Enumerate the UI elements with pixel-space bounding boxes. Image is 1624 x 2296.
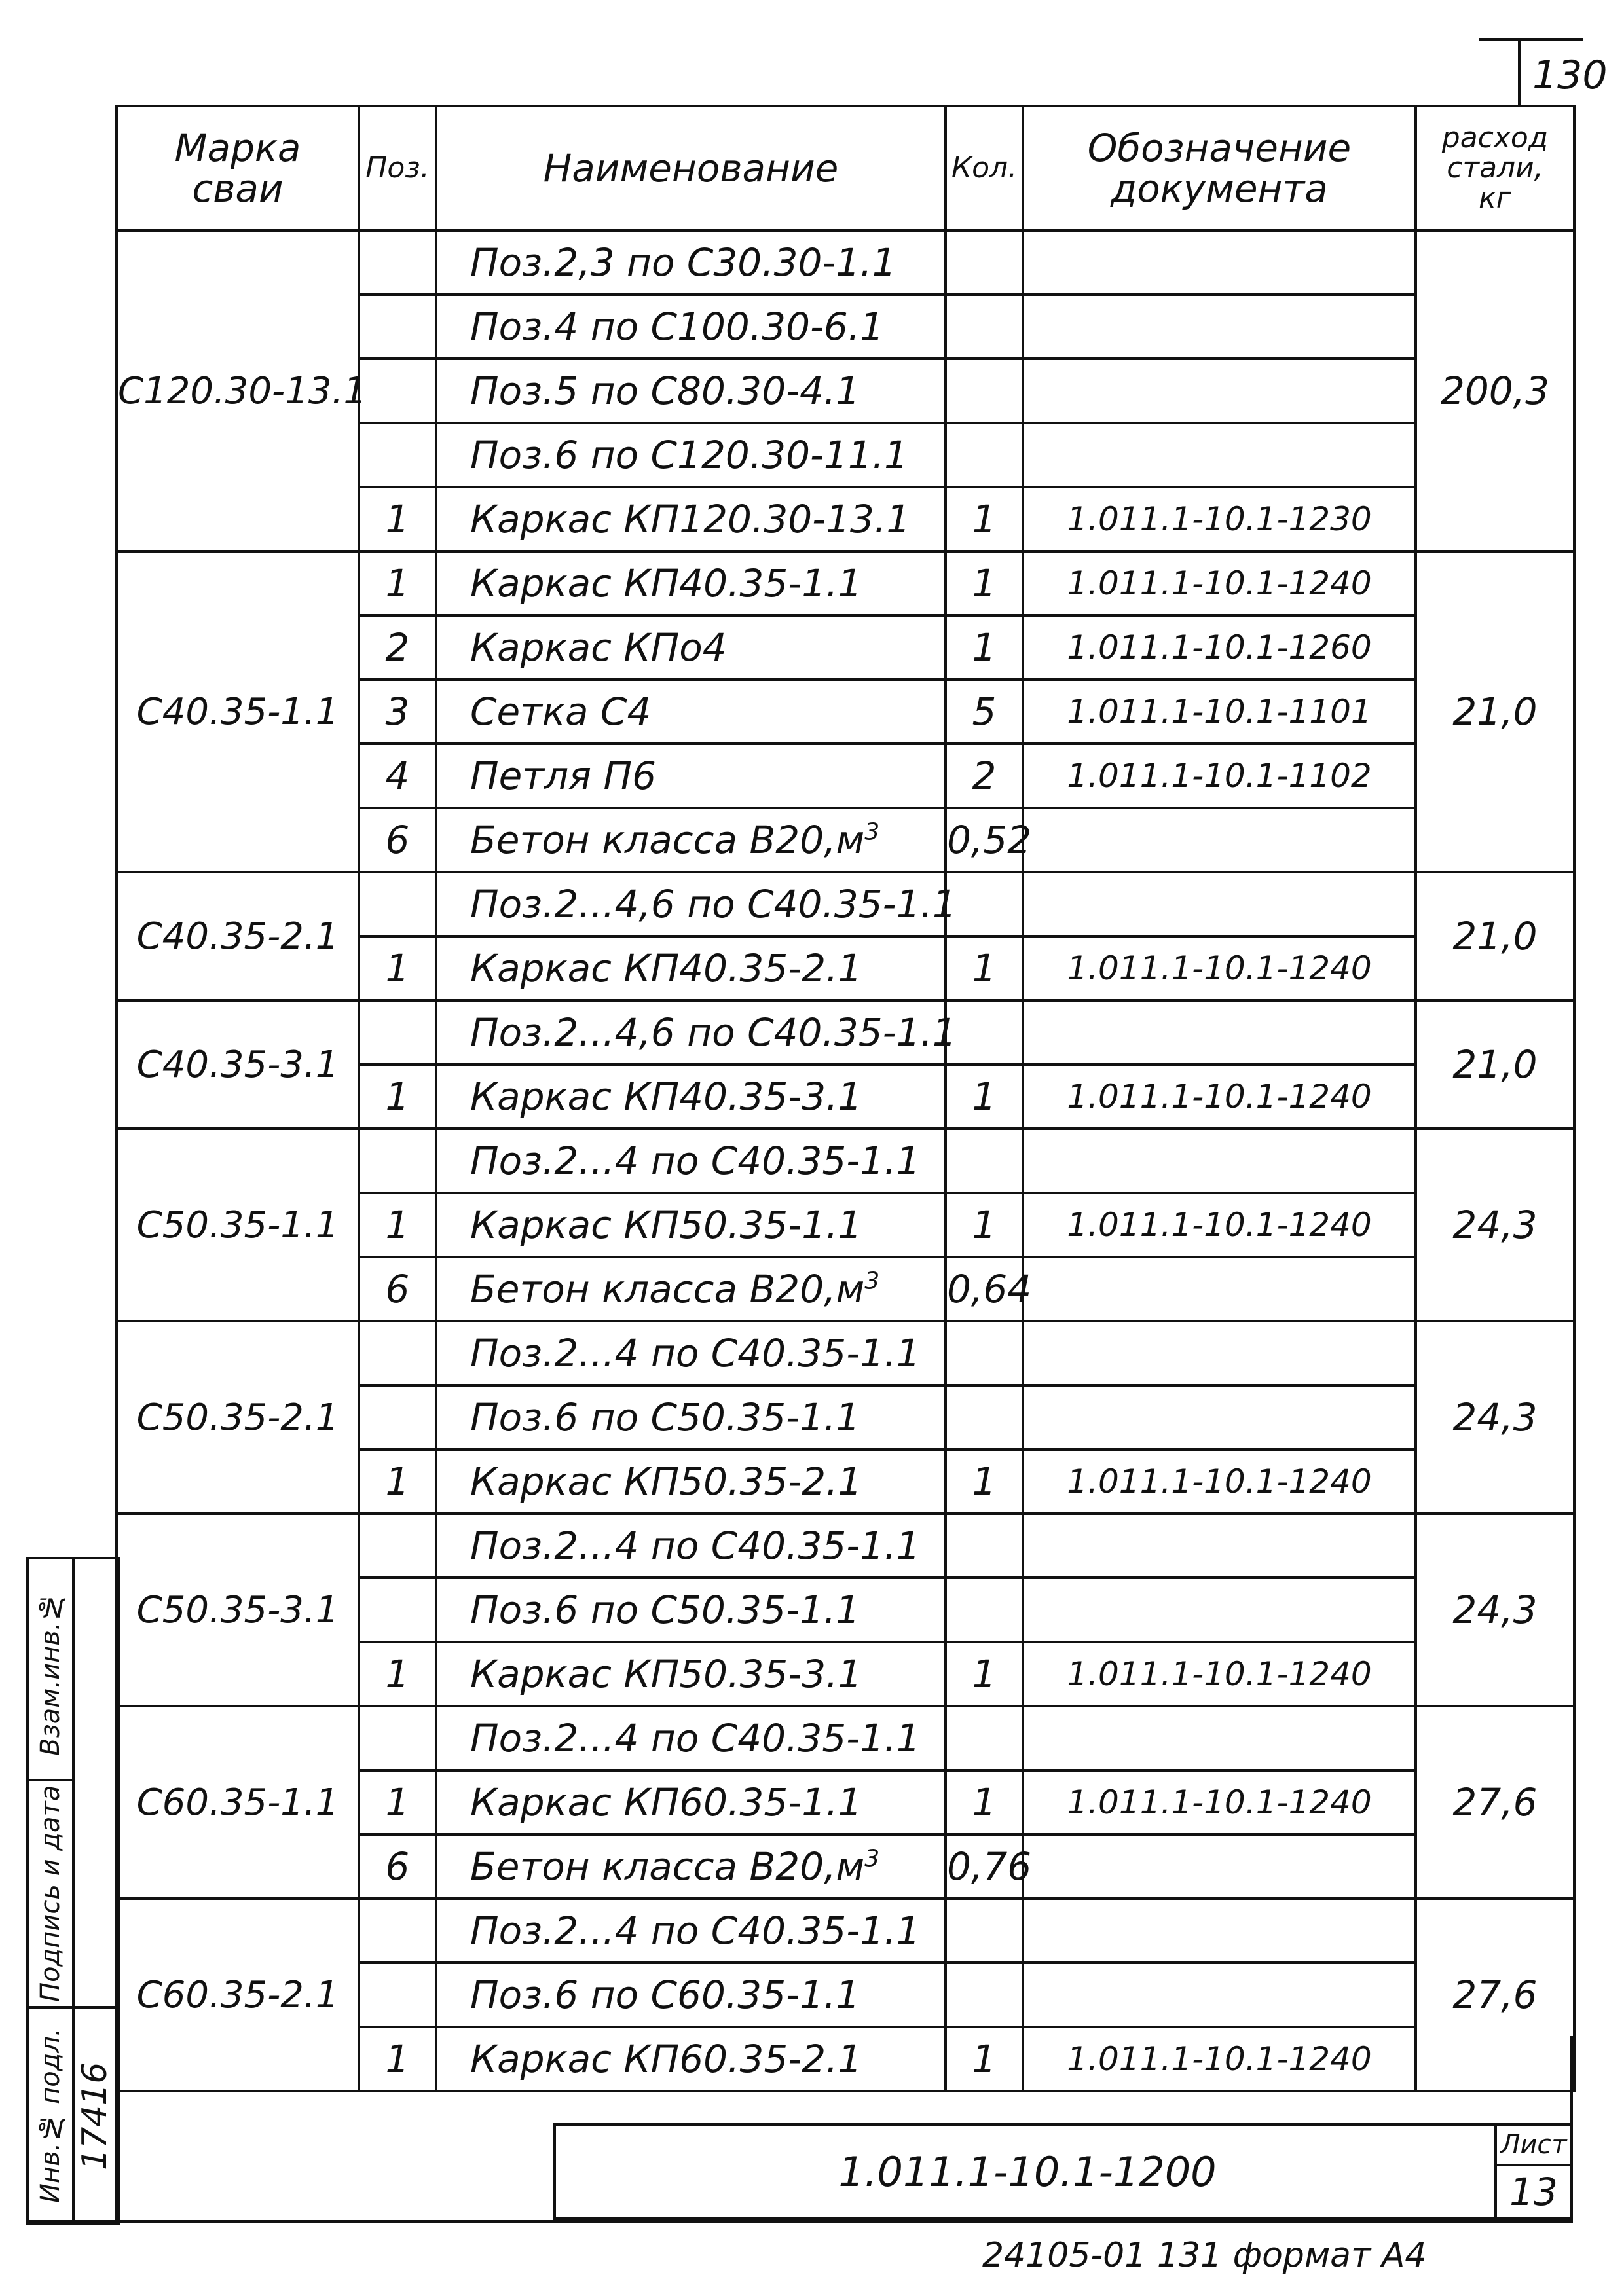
unit-exponent: 3 xyxy=(864,1845,880,1872)
document-code: 1.011.1-10.1-1200 xyxy=(838,2147,1217,2196)
stamp-replace-inv: Взам.инв.№ xyxy=(35,1592,65,1757)
table-row xyxy=(117,872,1574,936)
quantity-cell xyxy=(946,1963,1023,2027)
quantity-cell xyxy=(946,1129,1023,1193)
quantity-cell: 1 xyxy=(946,1193,1023,1257)
document-cell: 1.011.1-10.1-1240 xyxy=(1023,1642,1416,1706)
document-cell xyxy=(1023,1899,1416,1963)
name-cell: Каркас КП50.35-2.1 xyxy=(436,1449,946,1514)
table-row xyxy=(117,1706,1574,1770)
quantity-cell xyxy=(946,295,1023,359)
name-cell: Поз.2...4 по С40.35-1.1 xyxy=(436,1899,946,1963)
document-cell: 1.011.1-10.1-1260 xyxy=(1023,615,1416,680)
pile-mark: С50.35-3.1 xyxy=(117,1514,359,1706)
quantity-cell xyxy=(946,1706,1023,1770)
name-cell: Каркас КП40.35-3.1 xyxy=(436,1065,946,1129)
quantity-cell xyxy=(946,1321,1023,1385)
page-number-frame-left xyxy=(1518,38,1521,106)
position-cell: 6 xyxy=(359,1257,436,1321)
pile-mark: С40.35-1.1 xyxy=(117,551,359,872)
name-text: Бетон класса В20,м xyxy=(470,1267,865,1311)
position-cell: 1 xyxy=(359,1193,436,1257)
position-cell xyxy=(359,1385,436,1449)
position-cell xyxy=(359,1963,436,2027)
page-number-frame-top xyxy=(1479,38,1583,41)
quantity-cell: 0,52 xyxy=(946,808,1023,872)
document-cell xyxy=(1023,808,1416,872)
steel-consumption: 21,0 xyxy=(1416,872,1574,1000)
name-cell xyxy=(436,1834,946,1899)
document-cell xyxy=(1023,359,1416,423)
name-cell: Каркас КП50.35-3.1 xyxy=(436,1642,946,1706)
pile-mark: С120.30-13.1 xyxy=(117,230,359,551)
steel-consumption: 21,0 xyxy=(1416,551,1574,872)
position-cell: 3 xyxy=(359,680,436,744)
position-cell: 1 xyxy=(359,487,436,551)
position-cell: 4 xyxy=(359,744,436,808)
position-cell: 1 xyxy=(359,551,436,615)
quantity-cell xyxy=(946,359,1023,423)
quantity-cell: 1 xyxy=(946,551,1023,615)
position-cell xyxy=(359,1578,436,1642)
quantity-cell xyxy=(946,230,1023,295)
steel-consumption: 24,3 xyxy=(1416,1321,1574,1514)
document-cell xyxy=(1023,1578,1416,1642)
quantity-cell: 1 xyxy=(946,1065,1023,1129)
position-cell xyxy=(359,359,436,423)
document-cell xyxy=(1023,1000,1416,1065)
header-mark: Марка сваи xyxy=(117,106,359,230)
steel-consumption: 24,3 xyxy=(1416,1129,1574,1321)
name-cell: Поз.2...4,6 по С40.35-1.1 xyxy=(436,1000,946,1065)
format-footer: 24105-01 131 формат А4 xyxy=(982,2236,1427,2275)
name-cell: Петля П6 xyxy=(436,744,946,808)
document-cell: 1.011.1-10.1-1101 xyxy=(1023,680,1416,744)
position-cell: 1 xyxy=(359,1065,436,1129)
document-cell: 1.011.1-10.1-1240 xyxy=(1023,1449,1416,1514)
document-cell xyxy=(1023,872,1416,936)
document-cell: 1.011.1-10.1-1240 xyxy=(1023,936,1416,1000)
frame-bottom xyxy=(26,2220,1573,2223)
table-row xyxy=(117,551,1574,615)
name-cell: Каркас КП50.35-1.1 xyxy=(436,1193,946,1257)
document-cell: 1.011.1-10.1-1240 xyxy=(1023,551,1416,615)
quantity-cell xyxy=(946,872,1023,936)
document-cell xyxy=(1023,1257,1416,1321)
quantity-cell xyxy=(946,1578,1023,1642)
document-cell xyxy=(1023,1834,1416,1899)
name-cell: Поз.2,3 по С30.30-1.1 xyxy=(436,230,946,295)
document-cell xyxy=(1023,1385,1416,1449)
name-text: Бетон класса В20,м xyxy=(470,1844,865,1889)
name-cell: Поз.6 по С60.35-1.1 xyxy=(436,1963,946,2027)
name-cell: Каркас КП40.35-2.1 xyxy=(436,936,946,1000)
side-stamp-divider-1 xyxy=(29,1779,73,1781)
table-row xyxy=(117,1321,1574,1385)
position-cell: 1 xyxy=(359,2027,436,2091)
position-cell: 6 xyxy=(359,1834,436,1899)
position-cell xyxy=(359,1706,436,1770)
unit-exponent: 3 xyxy=(864,1267,880,1295)
name-cell: Поз.2...4 по С40.35-1.1 xyxy=(436,1321,946,1385)
table-body xyxy=(117,230,1574,2091)
document-cell: 1.011.1-10.1-1240 xyxy=(1023,1193,1416,1257)
document-cell xyxy=(1023,1514,1416,1578)
name-cell: Поз.4 по С100.30-6.1 xyxy=(436,295,946,359)
table-row xyxy=(117,1514,1574,1578)
quantity-cell xyxy=(946,1385,1023,1449)
document-cell: 1.011.1-10.1-1240 xyxy=(1023,1770,1416,1834)
document-cell xyxy=(1023,423,1416,487)
stamp-inv-number: 17416 xyxy=(75,2062,115,2170)
quantity-cell: 0,76 xyxy=(946,1834,1023,1899)
quantity-cell xyxy=(946,1000,1023,1065)
document-cell xyxy=(1023,295,1416,359)
name-text: Бетон класса В20,м xyxy=(470,818,865,862)
quantity-cell xyxy=(946,423,1023,487)
quantity-cell: 1 xyxy=(946,1770,1023,1834)
pile-mark: С60.35-1.1 xyxy=(117,1706,359,1899)
side-stamp xyxy=(26,1557,120,2225)
position-cell: 6 xyxy=(359,808,436,872)
quantity-cell: 1 xyxy=(946,2027,1023,2091)
table-row xyxy=(117,1899,1574,1963)
position-cell: 1 xyxy=(359,1449,436,1514)
quantity-cell: 1 xyxy=(946,1642,1023,1706)
quantity-cell xyxy=(946,1514,1023,1578)
name-cell xyxy=(436,808,946,872)
header-steel: расход стали, кг xyxy=(1416,106,1574,230)
position-cell: 2 xyxy=(359,615,436,680)
position-cell xyxy=(359,1899,436,1963)
quantity-cell: 2 xyxy=(946,744,1023,808)
pile-mark: С40.35-3.1 xyxy=(117,1000,359,1129)
steel-consumption: 21,0 xyxy=(1416,1000,1574,1129)
name-cell: Поз.6 по С50.35-1.1 xyxy=(436,1578,946,1642)
name-cell xyxy=(436,1257,946,1321)
header-doc: Обозначение документа xyxy=(1023,106,1416,230)
position-cell xyxy=(359,872,436,936)
document-cell: 1.011.1-10.1-1240 xyxy=(1023,2027,1416,2091)
name-cell: Каркас КП120.30-13.1 xyxy=(436,487,946,551)
name-cell: Поз.6 по С50.35-1.1 xyxy=(436,1385,946,1449)
quantity-cell: 1 xyxy=(946,1449,1023,1514)
pile-mark: С50.35-1.1 xyxy=(117,1129,359,1321)
document-cell xyxy=(1023,1129,1416,1193)
name-cell: Сетка С4 xyxy=(436,680,946,744)
name-cell: Поз.2...4,6 по С40.35-1.1 xyxy=(436,872,946,936)
document-cell xyxy=(1023,1706,1416,1770)
table-header-row xyxy=(117,106,1574,230)
name-cell: Поз.6 по С120.30-11.1 xyxy=(436,423,946,487)
name-cell: Каркас КП40.35-1.1 xyxy=(436,551,946,615)
pile-mark: С60.35-2.1 xyxy=(117,1899,359,2091)
position-cell xyxy=(359,230,436,295)
steel-consumption: 27,6 xyxy=(1416,1899,1574,2091)
position-cell: 1 xyxy=(359,1770,436,1834)
document-cell: 1.011.1-10.1-1240 xyxy=(1023,1065,1416,1129)
steel-consumption: 200,3 xyxy=(1416,230,1574,551)
header-name: Наименование xyxy=(436,106,946,230)
name-cell: Поз.2...4 по С40.35-1.1 xyxy=(436,1706,946,1770)
document-cell xyxy=(1023,230,1416,295)
position-cell xyxy=(359,1321,436,1385)
unit-exponent: 3 xyxy=(864,818,880,846)
document-cell: 1.011.1-10.1-1102 xyxy=(1023,744,1416,808)
quantity-cell: 1 xyxy=(946,615,1023,680)
name-cell: Поз.5 по С80.30-4.1 xyxy=(436,359,946,423)
position-cell: 1 xyxy=(359,936,436,1000)
page-number: 130 xyxy=(1532,52,1608,98)
name-cell: Каркас КП60.35-1.1 xyxy=(436,1770,946,1834)
position-cell xyxy=(359,295,436,359)
sheet-number: 13 xyxy=(1494,2166,1570,2217)
table-row xyxy=(117,1000,1574,1065)
quantity-cell: 5 xyxy=(946,680,1023,744)
stamp-sign-date: Подпись и дата xyxy=(35,1785,65,2002)
stamp-inv-orig: Инв.№ подл. xyxy=(35,2028,65,2203)
steel-consumption: 27,6 xyxy=(1416,1706,1574,1899)
quantity-cell: 1 xyxy=(946,936,1023,1000)
pile-mark: С50.35-2.1 xyxy=(117,1321,359,1514)
header-pos: Поз. xyxy=(359,106,436,230)
quantity-cell xyxy=(946,1899,1023,1963)
position-cell xyxy=(359,423,436,487)
position-cell xyxy=(359,1514,436,1578)
name-cell: Поз.2...4 по С40.35-1.1 xyxy=(436,1514,946,1578)
position-cell: 1 xyxy=(359,1642,436,1706)
name-cell: Каркас КП60.35-2.1 xyxy=(436,2027,946,2091)
document-cell xyxy=(1023,1963,1416,2027)
table-row xyxy=(117,230,1574,295)
specification-table xyxy=(115,105,1576,2092)
header-qty: Кол. xyxy=(946,106,1023,230)
table-row xyxy=(117,1129,1574,1193)
name-cell: Поз.2...4 по С40.35-1.1 xyxy=(436,1129,946,1193)
position-cell xyxy=(359,1129,436,1193)
steel-consumption: 24,3 xyxy=(1416,1514,1574,1706)
pile-mark: С40.35-2.1 xyxy=(117,872,359,1000)
quantity-cell: 0,64 xyxy=(946,1257,1023,1321)
quantity-cell: 1 xyxy=(946,487,1023,551)
document-cell xyxy=(1023,1321,1416,1385)
position-cell xyxy=(359,1000,436,1065)
name-cell: Каркас КПо4 xyxy=(436,615,946,680)
document-cell: 1.011.1-10.1-1230 xyxy=(1023,487,1416,551)
sheet-label: Лист xyxy=(1494,2126,1570,2166)
title-block xyxy=(553,2123,1573,2220)
